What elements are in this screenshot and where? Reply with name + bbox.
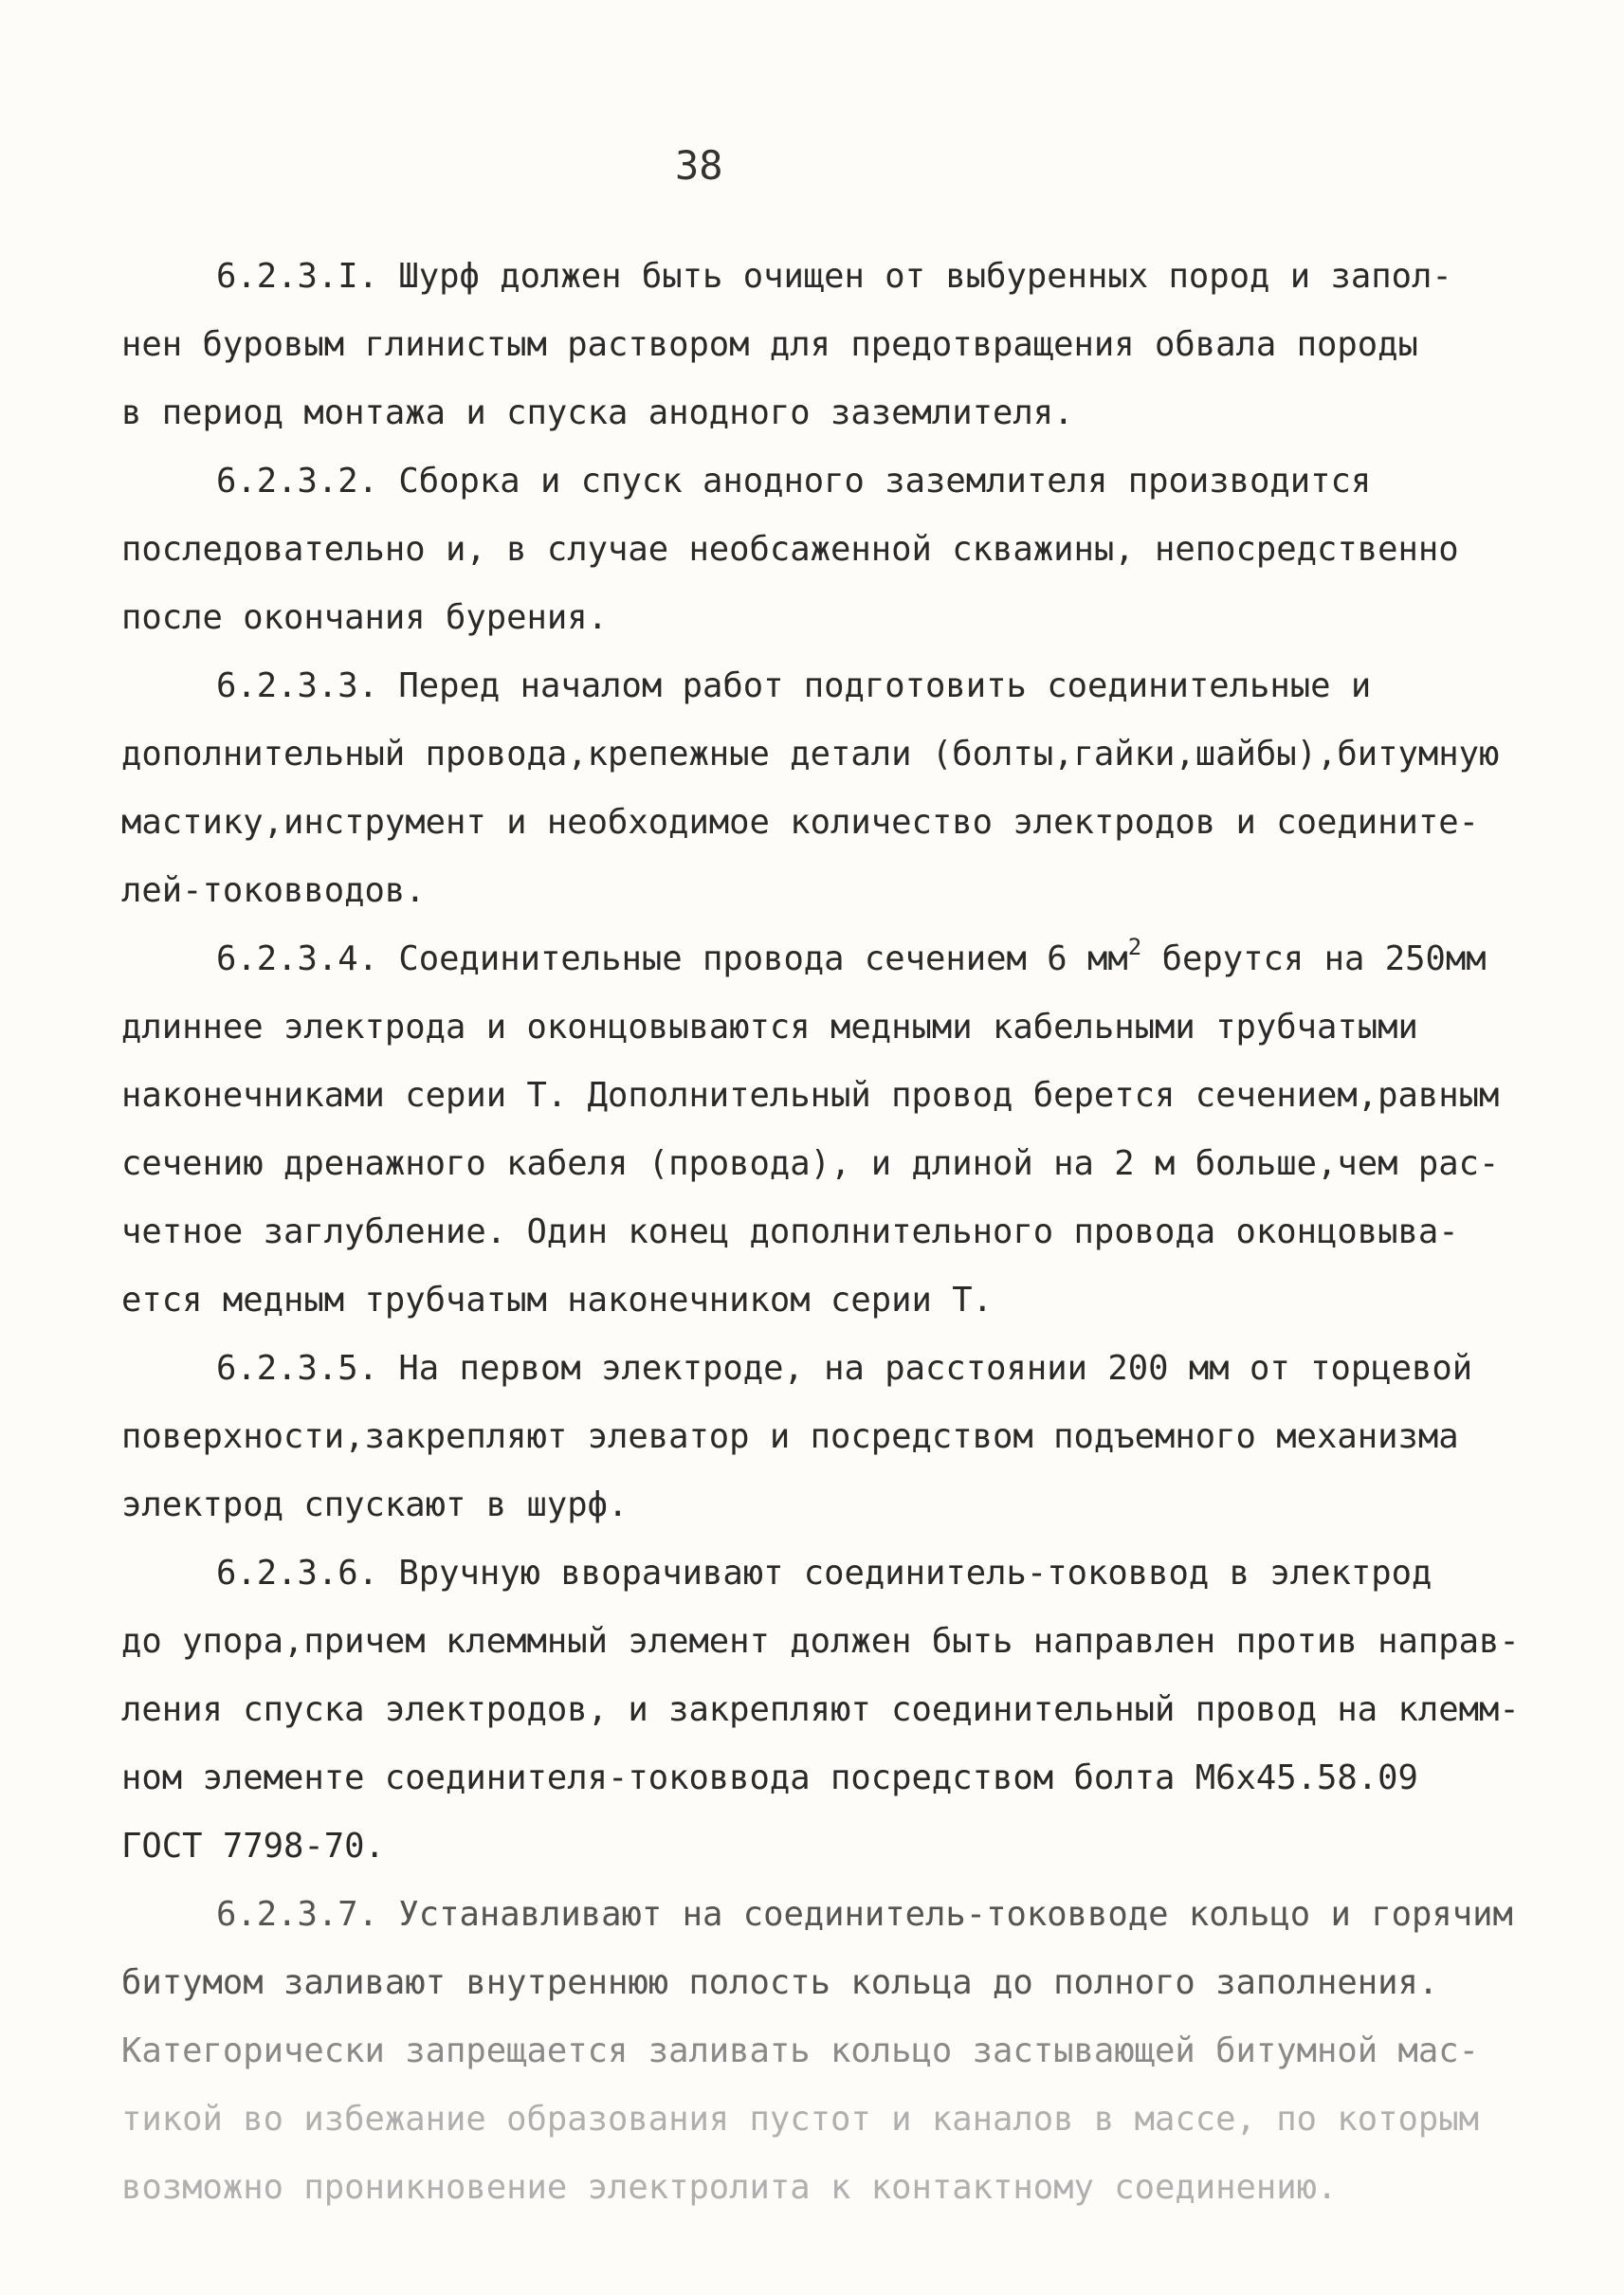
superscript: 2 bbox=[1127, 934, 1142, 960]
text-line bbox=[121, 1471, 1487, 1539]
line-text: в период монтажа и спуска анодного заземлителя. bbox=[121, 393, 1074, 432]
line-text: последовательно и, в случае необсаженной скважины, непосредственно bbox=[121, 530, 1459, 569]
line-text: 6.2.3.6. Вручную вворачивают соединитель-токоввод в электрод bbox=[216, 1554, 1432, 1593]
text-line bbox=[121, 243, 1487, 311]
text-line bbox=[121, 1744, 1487, 1812]
text-line bbox=[121, 652, 1487, 720]
line-text: Категорически запрещается заливать кольцо застывающей битумной мас- bbox=[121, 2031, 1479, 2070]
page-number: 38 bbox=[675, 142, 723, 189]
line-text: лей-токовводов. bbox=[121, 871, 426, 910]
line-text: ном элементе соединителя-токоввода посредством болта М6х45.58.09 bbox=[121, 1758, 1418, 1797]
text-line bbox=[121, 1130, 1500, 1198]
line-text: нен буровым глинистым раствором для предотвращения обвала породы bbox=[121, 325, 1418, 364]
text-line bbox=[121, 516, 1487, 584]
text-line bbox=[121, 1335, 1487, 1403]
text-line bbox=[121, 1539, 1487, 1608]
text-line bbox=[121, 584, 1487, 652]
line-text: мастику,инструмент и необходимое количество электродов и соедините- bbox=[121, 803, 1479, 842]
text-line bbox=[121, 925, 1487, 993]
text-line bbox=[121, 857, 1487, 925]
text-line bbox=[121, 1608, 1520, 1676]
line-text: 6.2.3.I. Шурф должен быть очищен от выбуренных пород и запол- bbox=[216, 257, 1452, 296]
line-text: возможно проникновение электролита к контактному соединению. bbox=[121, 2168, 1338, 2207]
line-text: поверхности,закрепляют элеватор и посредством подъемного механизма bbox=[121, 1417, 1459, 1456]
text-line bbox=[121, 447, 1487, 516]
text-line bbox=[121, 789, 1487, 857]
text-line bbox=[121, 379, 1487, 447]
line-text: четное заглубление. Один конец дополнительного провода оконцовыва- bbox=[121, 1212, 1459, 1251]
line-text: битумом заливают внутреннюю полость кольца до полного заполнения. bbox=[121, 1963, 1439, 2002]
line-text: 6.2.3.4. Соединительные провода сечением 6 мм bbox=[216, 939, 1128, 978]
line-text: электрод спускают в шурф. bbox=[121, 1485, 629, 1524]
text-line bbox=[121, 1403, 1487, 1471]
line-text: ления спуска электродов, и закрепляют соединительный провод на клемм- bbox=[121, 1690, 1520, 1729]
line-text: 6.2.3.7. Устанавливают на соединитель-токовводе кольцо и горячим bbox=[216, 1895, 1513, 1934]
text-line bbox=[121, 720, 1500, 789]
text-line bbox=[121, 2154, 1487, 2222]
text-line bbox=[121, 1949, 1487, 2017]
text-line bbox=[121, 1062, 1500, 1130]
text-line bbox=[121, 1676, 1520, 1744]
line-text: длиннее электрода и оконцовываются медными кабельными трубчатыми bbox=[121, 1008, 1418, 1047]
text-line bbox=[121, 2017, 1487, 2086]
text-line bbox=[121, 1881, 1513, 1949]
line-text: наконечниками серии Т. Дополнительный провод берется сечением,равным bbox=[121, 1076, 1500, 1115]
line-text: сечению дренажного кабеля (провода), и длиной на 2 м больше,чем рас- bbox=[121, 1144, 1500, 1183]
line-text: дополнительный провода,крепежные детали (болты,гайки,шайбы),битумную bbox=[121, 735, 1500, 774]
line-text: 6.2.3.2. Сборка и спуск анодного заземлителя производится bbox=[216, 462, 1372, 501]
line-text: 6.2.3.3. Перед началом работ подготовить соединительные и bbox=[216, 666, 1372, 705]
text-line bbox=[121, 993, 1487, 1062]
text-line bbox=[121, 311, 1487, 379]
line-text-after: берутся на 250мм bbox=[1141, 939, 1487, 978]
text-line bbox=[121, 2086, 1487, 2154]
line-text: тикой во избежание образования пустот и каналов в массе, по которым bbox=[121, 2100, 1479, 2139]
line-text: после окончания бурения. bbox=[121, 598, 608, 637]
text-line bbox=[121, 1198, 1487, 1266]
document-body bbox=[121, 243, 1520, 2222]
line-text: до упора,причем клеммный элемент должен быть направлен против направ- bbox=[121, 1622, 1520, 1661]
line-text: ГОСТ 7798-70. bbox=[121, 1827, 385, 1866]
text-line bbox=[121, 1812, 1487, 1881]
line-text: ется медным трубчатым наконечником серии Т. bbox=[121, 1281, 994, 1320]
line-text: 6.2.3.5. На первом электроде, на расстоянии 200 мм от торцевой bbox=[216, 1349, 1473, 1388]
text-line bbox=[121, 1266, 1487, 1335]
